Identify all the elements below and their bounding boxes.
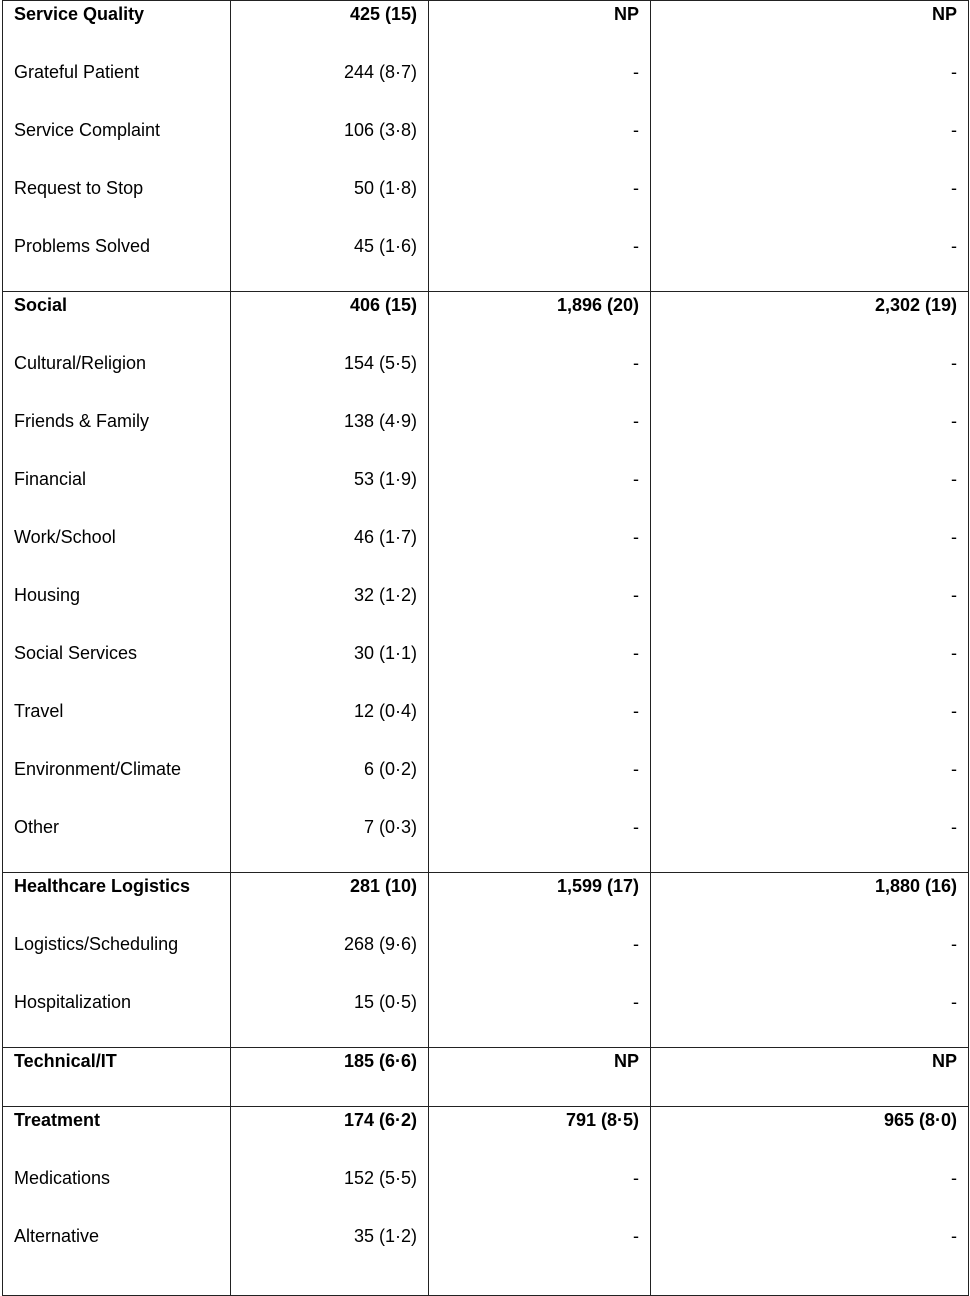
row-value-col4: - [651,233,969,292]
row-value-col4: - [651,1165,969,1223]
group-header-row [3,1048,969,1107]
row-label: Alternative [3,1223,231,1281]
row-value-col2: 45 (1·6) [231,233,429,292]
group-value-col2: 281 (10) [231,873,429,932]
table-row [3,350,969,408]
row-value-col4: - [651,989,969,1048]
row-value-col2: 152 (5·5) [231,1165,429,1223]
row-value-col2: 53 (1·9) [231,466,429,524]
row-value-col2: 35 (1·2) [231,1223,429,1281]
row-value-col2: 30 (1·1) [231,640,429,698]
row-label: Financial [3,466,231,524]
row-label: Work/School [3,524,231,582]
row-value-col2: 50 (1·8) [231,175,429,233]
row-value-col4: - [651,582,969,640]
table-bottom-spacer [3,1281,969,1296]
table-row [3,640,969,698]
group-label: Technical/IT [3,1048,231,1107]
table-row [3,756,969,814]
row-value-col2: 138 (4·9) [231,408,429,466]
row-label: Problems Solved [3,233,231,292]
row-value-col2: 268 (9·6) [231,931,429,989]
row-label: Hospitalization [3,989,231,1048]
row-value-col4: - [651,350,969,408]
group-label: Service Quality [3,1,231,60]
group-value-col3: 791 (8·5) [429,1107,651,1166]
group-header-row [3,1,969,60]
group-header-row [3,873,969,932]
table-row [3,931,969,989]
table-row [3,814,969,873]
row-value-col2: 6 (0·2) [231,756,429,814]
row-value-col2: 12 (0·4) [231,698,429,756]
row-value-col4: - [651,117,969,175]
table-row [3,1223,969,1281]
group-value-col4: 2,302 (19) [651,292,969,351]
spacer-cell [429,1281,651,1296]
group-header-row [3,292,969,351]
row-value-col3: - [429,233,651,292]
group-value-col4: 965 (8·0) [651,1107,969,1166]
row-value-col2: 32 (1·2) [231,582,429,640]
row-value-col4: - [651,59,969,117]
table-row [3,117,969,175]
row-value-col2: 7 (0·3) [231,814,429,873]
row-value-col4: - [651,408,969,466]
row-value-col3: - [429,698,651,756]
spacer-cell [3,1281,231,1296]
row-value-col2: 154 (5·5) [231,350,429,408]
group-label: Social [3,292,231,351]
data-table [2,0,969,1296]
row-value-col3: - [429,524,651,582]
table-row [3,233,969,292]
row-label: Friends & Family [3,408,231,466]
group-value-col2: 406 (15) [231,292,429,351]
row-value-col4: - [651,466,969,524]
group-value-col2: 425 (15) [231,1,429,60]
row-value-col3: - [429,582,651,640]
row-value-col3: - [429,350,651,408]
row-value-col4: - [651,640,969,698]
table-row [3,698,969,756]
table-row [3,989,969,1048]
row-label: Cultural/Religion [3,350,231,408]
group-value-col4: NP [651,1048,969,1107]
group-value-col4: NP [651,1,969,60]
row-label: Service Complaint [3,117,231,175]
row-value-col2: 106 (3·8) [231,117,429,175]
row-value-col4: - [651,814,969,873]
table-row [3,466,969,524]
row-value-col3: - [429,175,651,233]
row-value-col3: - [429,1223,651,1281]
group-value-col3: NP [429,1048,651,1107]
spacer-cell [231,1281,429,1296]
spacer-cell [651,1281,969,1296]
row-label: Housing [3,582,231,640]
row-value-col4: - [651,931,969,989]
row-label: Social Services [3,640,231,698]
row-label: Grateful Patient [3,59,231,117]
group-value-col2: 174 (6·2) [231,1107,429,1166]
row-value-col3: - [429,59,651,117]
group-value-col2: 185 (6·6) [231,1048,429,1107]
row-label: Travel [3,698,231,756]
row-value-col3: - [429,931,651,989]
row-value-col3: - [429,117,651,175]
table-body [3,1,969,1296]
row-value-col2: 46 (1·7) [231,524,429,582]
row-value-col3: - [429,408,651,466]
row-label: Environment/Climate [3,756,231,814]
group-value-col4: 1,880 (16) [651,873,969,932]
row-value-col3: - [429,989,651,1048]
row-label: Medications [3,1165,231,1223]
group-label: Healthcare Logistics [3,873,231,932]
row-value-col3: - [429,640,651,698]
row-label: Other [3,814,231,873]
row-value-col3: - [429,1165,651,1223]
table-row [3,175,969,233]
group-label: Treatment [3,1107,231,1166]
group-value-col3: NP [429,1,651,60]
row-value-col4: - [651,524,969,582]
row-value-col3: - [429,814,651,873]
row-label: Logistics/Scheduling [3,931,231,989]
table-row [3,524,969,582]
row-value-col4: - [651,175,969,233]
row-label: Request to Stop [3,175,231,233]
row-value-col4: - [651,756,969,814]
row-value-col4: - [651,1223,969,1281]
table-row [3,1165,969,1223]
row-value-col2: 244 (8·7) [231,59,429,117]
group-value-col3: 1,896 (20) [429,292,651,351]
table-row [3,59,969,117]
row-value-col2: 15 (0·5) [231,989,429,1048]
group-value-col3: 1,599 (17) [429,873,651,932]
row-value-col3: - [429,756,651,814]
table-row [3,582,969,640]
row-value-col4: - [651,698,969,756]
row-value-col3: - [429,466,651,524]
group-header-row [3,1107,969,1166]
table-row [3,408,969,466]
